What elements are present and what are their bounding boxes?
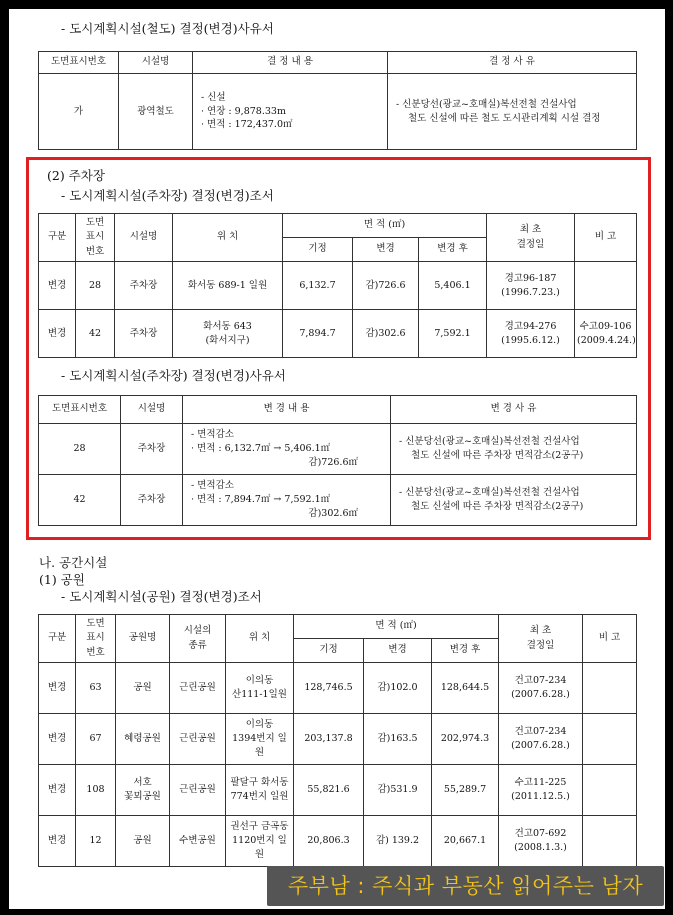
document-page [9,9,665,909]
header-cell: 기정 [294,639,364,663]
header-cell: 시설의 종류 [170,615,226,663]
decision-reason: - 신분당선(광교~호매실)복선전철 건설사업 철도 신설에 따른 철도 도시관리계획 시설 결정 [388,74,637,150]
header-cell: 변경 후 [419,238,487,262]
header-cell: 도면 표시 번호 [76,615,116,663]
header-cell: 구분 [39,214,76,262]
header-cell: 공원명 [116,615,170,663]
parking-section-title: (2) 주차장 [47,168,105,183]
header-cell: 기정 [283,238,353,262]
header-cell: 도면표시번호 [39,52,119,74]
rail-reason-table [38,51,637,150]
header-cell: 도면표시번호 [39,396,121,424]
park-section-title: (1) 공원 [39,572,85,587]
header-cell: 변경 [353,238,419,262]
header-cell: 시설명 [115,214,173,262]
header-cell: 결 정 사 유 [388,52,637,74]
parking-reason-table [38,395,637,526]
header-cell: 최 초 결정일 [487,214,575,262]
table-row [39,74,637,150]
table-row: 28 주차장 - 면적감소 · 면적 : 6,132.7㎡ → 5,406.1㎡ 감)726.6㎡ - 신분당선(광교~호매실)복선전철 건설사업 철도 신설에 따른 주차장 면적감소(2공구) [39,424,637,475]
header-cell: 위 치 [226,615,294,663]
parking-decision-heading: - 도시계획시설(주차장) 결정(변경)조서 [61,188,274,203]
table-row: 변경 67 혜령공원 근린공원 이의동 1394번지 일원 203,137.8 감)163.5 202,974.3 건고07-234 (2007.6.28.) [39,714,637,765]
header-cell: 변경 [364,639,432,663]
header-cell: 시설명 [119,52,193,74]
table-row: 변경 108 서호 꽃뫼공원 근린공원 팔달구 화서동 774번지 일원 55,821.6 감)531.9 55,289.7 수고11-225 (2011.12.5.) [39,765,637,816]
parking-reason-heading: - 도시계획시설(주차장) 결정(변경)사유서 [61,368,286,383]
header-cell: 비 고 [575,214,637,262]
table-row: 변경 63 공원 근린공원 이의동 산111-1일원 128,746.5 감)102.0 128,644.5 건고07-234 (2007.6.28.) [39,663,637,714]
table-row: 변경 12 공원 수변공원 권선구 금곡동 1120번지 일원 20,806.3 감) 139.2 20,667.1 건고07-692 (2008.1.3.) [39,816,637,867]
watermark-banner: 주부남 : 주식과 부동산 읽어주는 남자 [267,866,664,906]
header-cell: 면 적 (㎡) [294,615,499,639]
table-row: 변경 28 주차장 화서동 689-1 일원 6,132.7 감)726.6 5,406.1 경고96-187 (1996.7.23.) [39,262,637,310]
header-cell: 도면 표시 번호 [76,214,115,262]
table-row: 변경 42 주차장 화서동 643 (화서지구) 7,894.7 감)302.6 7,592.1 경고94-276 (1995.6.12.) 수고09-106 (2009.4.24.) [39,310,637,358]
drawing-number: 가 [39,74,119,150]
park-decision-heading: - 도시계획시설(공원) 결정(변경)조서 [61,589,262,604]
header-cell: 최 초 결정일 [499,615,583,663]
facility-name: 광역철도 [119,74,193,150]
parking-decision-table [38,213,637,358]
header-cell: 비 고 [583,615,637,663]
header-cell: 시설명 [121,396,183,424]
park-decision-table [38,614,637,867]
header-cell: 위 치 [173,214,283,262]
header-cell: 구분 [39,615,76,663]
header-cell: 변경 후 [432,639,499,663]
table-row: 42 주차장 - 면적감소 · 면적 : 7,894.7㎡ → 7,592.1㎡ 감)302.6㎡ - 신분당선(광교~호매실)복선전철 건설사업 철도 신설에 따른 주차장 면적감소(2공구) [39,475,637,526]
header-cell: 결 정 내 용 [193,52,388,74]
space-section-title: 나. 공간시설 [39,555,108,570]
header-cell: 변 경 사 유 [391,396,637,424]
header-cell: 변 경 내 용 [183,396,391,424]
header-cell: 면 적 (㎡) [283,214,487,238]
decision-content: - 신설 · 연장 : 9,878.33m · 면적 : 172,437.0㎡ [193,74,388,150]
rail-reason-heading: - 도시계획시설(철도) 결정(변경)사유서 [61,21,274,36]
